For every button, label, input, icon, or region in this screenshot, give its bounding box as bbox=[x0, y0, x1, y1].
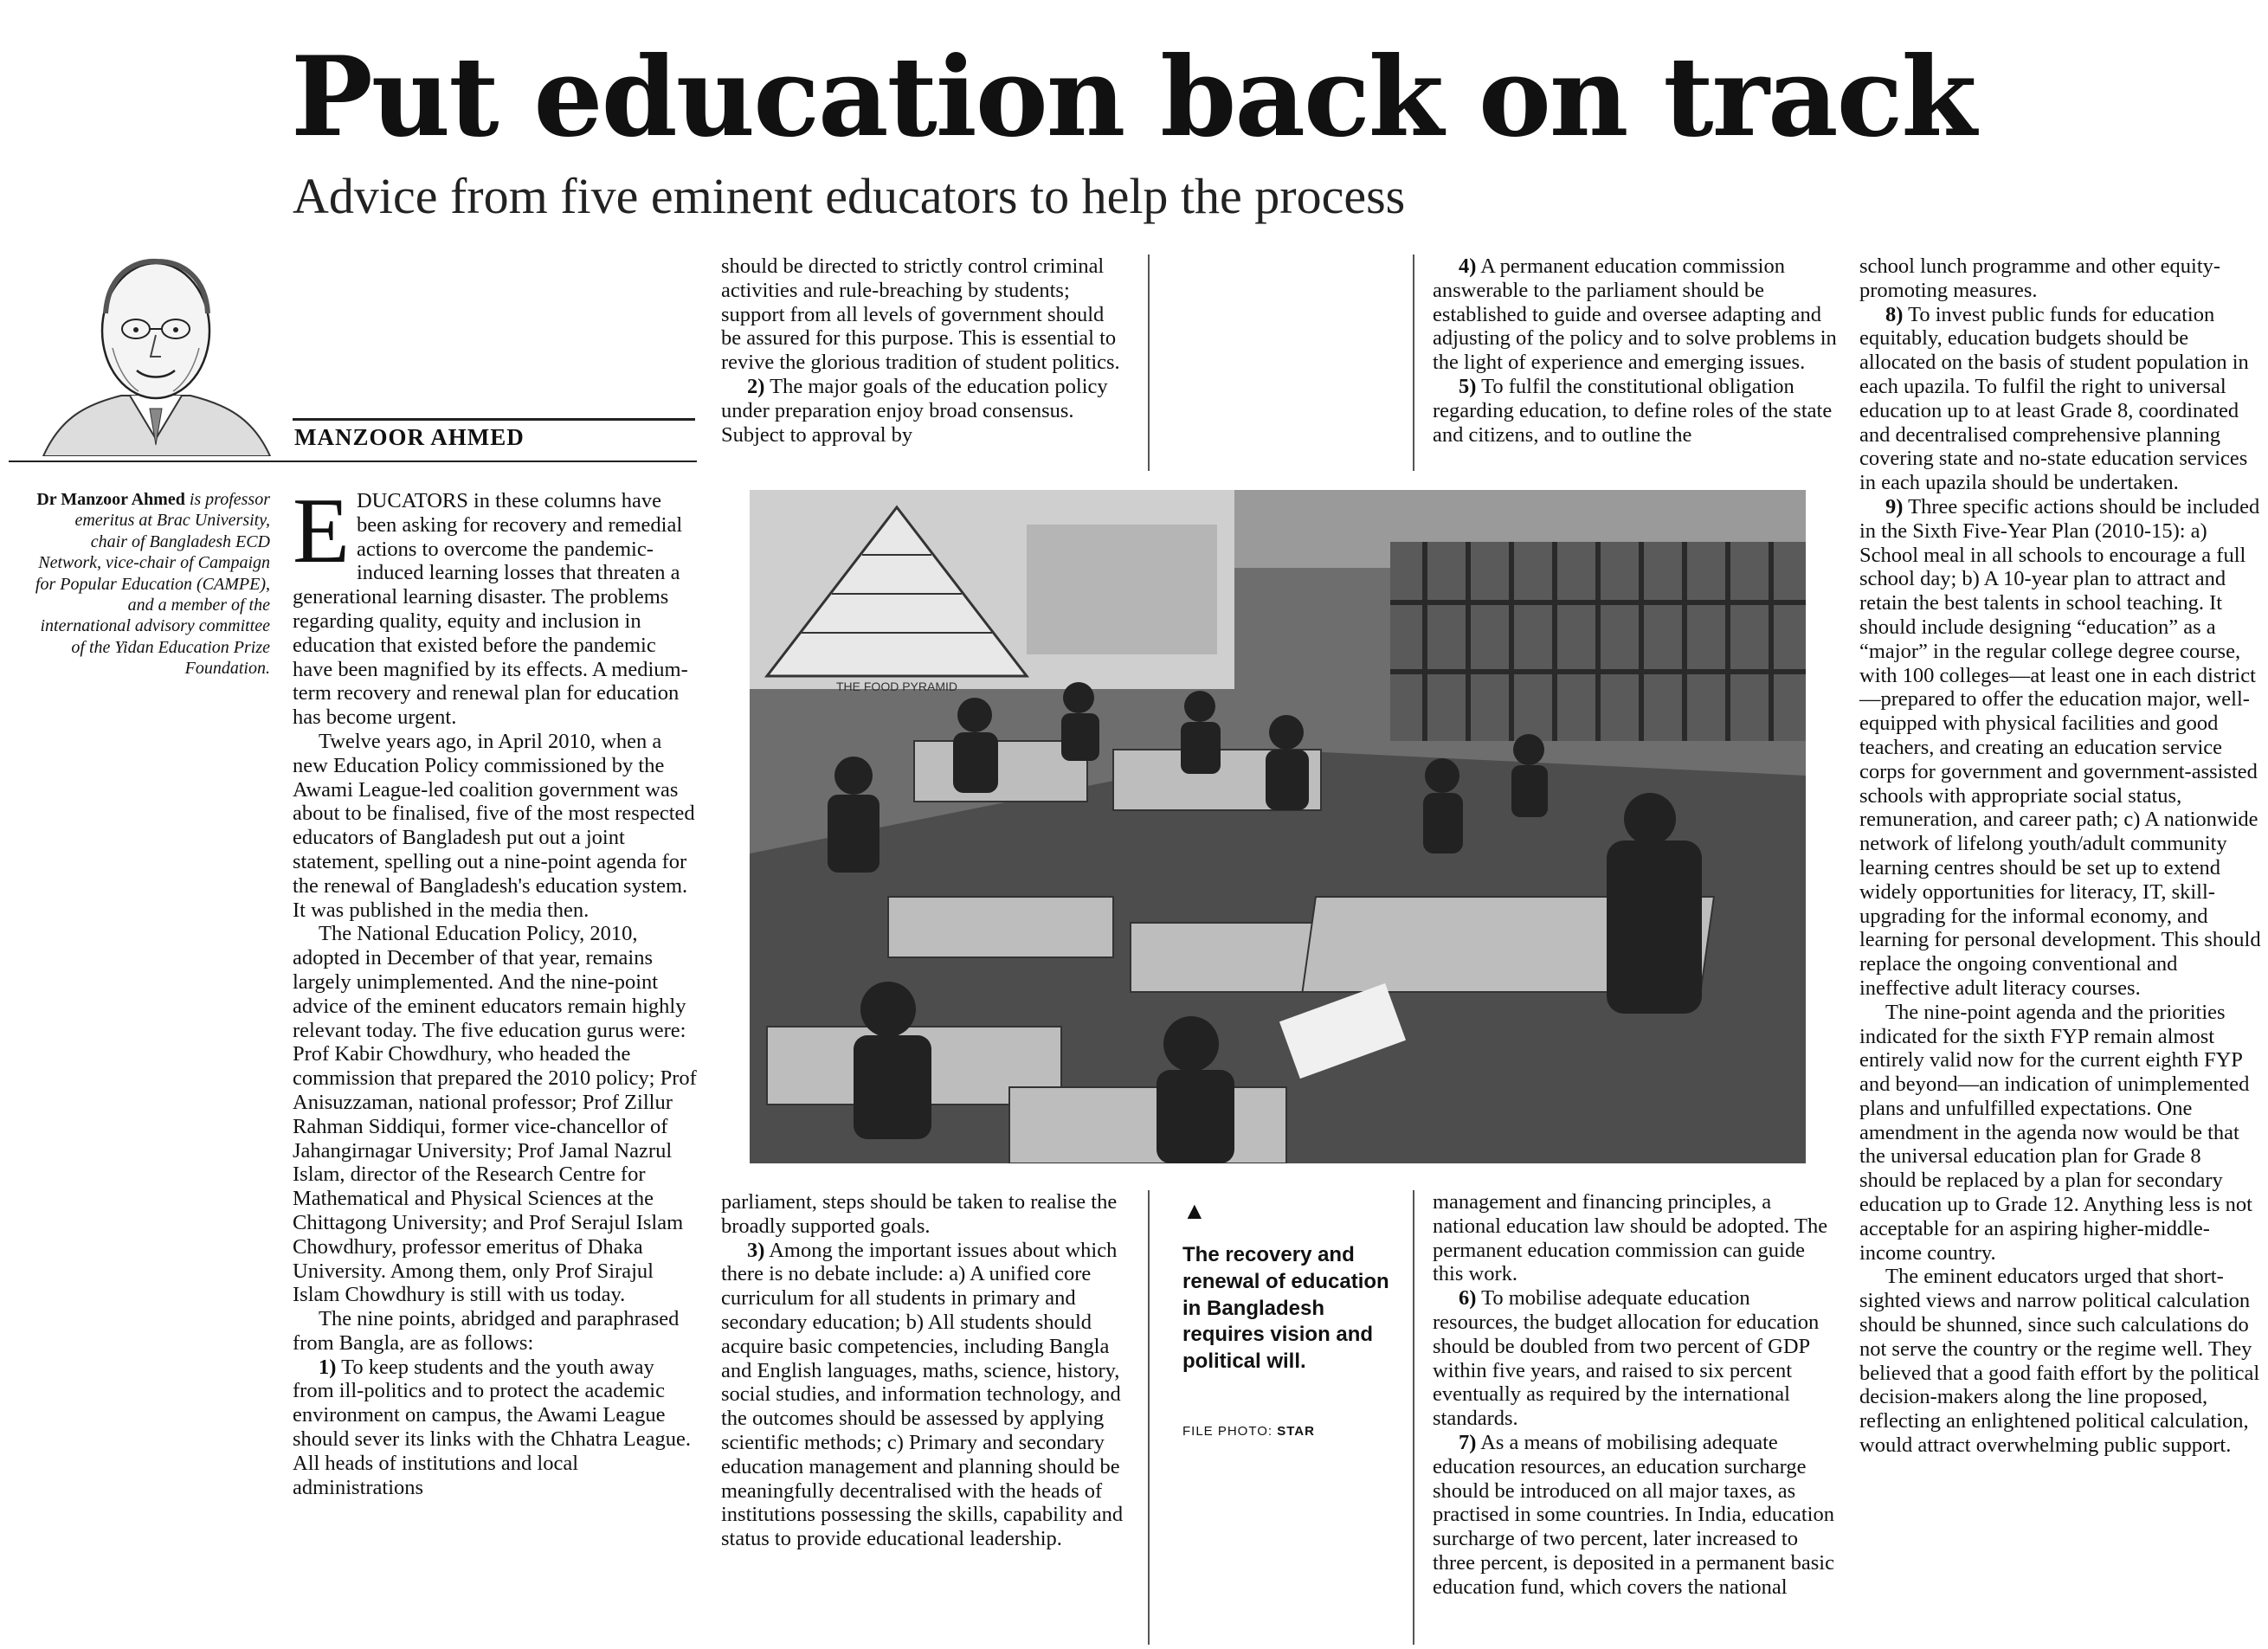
article-column-3-bottom bbox=[1433, 1190, 1840, 1600]
article-paragraph bbox=[293, 1356, 699, 1500]
point-number: 4) bbox=[1459, 254, 1477, 278]
photo-credit-label: FILE PHOTO: bbox=[1182, 1424, 1273, 1439]
article-column-3-top bbox=[1433, 254, 1840, 447]
article-paragraph: The nine points, abridged and paraphrased from Bangla, are as follows: bbox=[293, 1307, 680, 1355]
deck-subheadline: Advice from five eminent educators to help the process bbox=[293, 168, 1406, 224]
point-text: To fulfil the constitutional obligation regarding education, to define roles of the state and citizens, and to outline the bbox=[1433, 374, 1833, 447]
photo-caption: The recovery and renewal of education in Bangladesh requires vision and political will. bbox=[1182, 1243, 1389, 1374]
point-text: To invest public funds for education equitably, education budgets should be allocated on the basis of student population in each upazila. To fulfil the right to universal education up to at least Grade 8, coordinated and decentralised comprehensive planning covering state and no-state education services in each upazila should be undertaken. bbox=[1859, 302, 2249, 495]
point-text: As a means of mobilising adequate education resources, an education surcharge should be introduced on all major taxes, as practised in some countries. In India, education surcharge of two percent, later increased to three percent, is deposited in a permanent basic education fund, which covers the national bbox=[1433, 1430, 1834, 1599]
point-number: 6) bbox=[1459, 1286, 1477, 1311]
column-rule bbox=[1148, 1190, 1150, 1645]
article-paragraph: parliament, steps should be taken to realise the broadly supported goals. bbox=[721, 1190, 1118, 1238]
article-paragraph: The eminent educators urged that short-sighted views and narrow political calculation should be shunned, since such calculations do not serve the country or the regime well. They believed that a good faith effort by the political decision-makers along the line proposed, reflecting an enlightened political calculation, would attract overwhelming public support. bbox=[1859, 1265, 2260, 1458]
byline-rule bbox=[293, 418, 695, 421]
author-bio bbox=[35, 489, 270, 680]
caption-arrow-icon: ▲ bbox=[1182, 1198, 1207, 1225]
lede-text: DUCATORS in these columns have been asking for recovery and remedial actions to overcome the pandemic-induced learning losses that threaten a generational learning disaster. The problems regarding quality, equity and inclusion in education that existed before the pandemic have been magnified by its effects. A medium-term recovery and renewal plan for education has become urgent. bbox=[293, 489, 688, 730]
article-paragraph bbox=[721, 375, 1128, 447]
photo-credit-source: STAR bbox=[1277, 1424, 1315, 1439]
author-portrait bbox=[26, 244, 286, 456]
article-paragraph bbox=[1859, 495, 2262, 1001]
point-text: A permanent education commission answerable to the parliament should be established to guide and oversee adapting and adjusting of the policy and to solve problems in the light of experience and emerging issues. bbox=[1433, 254, 1837, 375]
point-number: 8) bbox=[1885, 302, 1904, 326]
article-lede bbox=[293, 480, 699, 730]
article-paragraph: management and financing principles, a national education law should be adopted. The permanent education commission can guide this work. bbox=[1433, 1190, 1828, 1286]
point-number: 3) bbox=[747, 1238, 765, 1262]
point-number: 9) bbox=[1885, 494, 1904, 519]
column-rule bbox=[1413, 254, 1414, 471]
photo-credit bbox=[1182, 1424, 1315, 1439]
article-column-2-top bbox=[721, 254, 1128, 447]
column-rule bbox=[1413, 1190, 1414, 1645]
article-paragraph: school lunch programme and other equity-promoting measures. bbox=[1859, 254, 2221, 302]
point-text: To keep students and the youth away from ill-politics and to protect the academic environment on campus, the Awami League should sever its links with the Chhatra League. All heads of institutions and local administrations bbox=[293, 1355, 691, 1499]
point-text: Among the important issues about which there is no debate include: a) A unified core curriculum for all students in primary and secondary education; b) All students should acquire basic competencies, including Bangla and English languages, maths, science, history, social studies, and information technology, and the outcomes should be assessed by applying scientific methods; c) Primary and secondary education management and planning should be meaningfully decentralised with the heads of institutions possessing the skills, capability and status to provide educational leadership. bbox=[721, 1238, 1124, 1551]
point-number: 1) bbox=[319, 1355, 337, 1379]
article-paragraph: Twelve years ago, in April 2010, when a new Education Policy commissioned by the Awami League-led coalition government was about to be finalised, five of the most respected educators of Bangladesh put out a joint statement, spelling out a nine-point agenda for the renewal of Bangladesh's education system. It was published in the media then. bbox=[293, 729, 695, 922]
article-column-1 bbox=[293, 480, 699, 1499]
article-column-4 bbox=[1859, 254, 2262, 1458]
article-paragraph bbox=[721, 1239, 1128, 1551]
article-paragraph: should be directed to strictly control criminal activities and rule-breaching by students; support from all levels of government should be assured for this purpose. This is essential to revive the glorious tradition of student politics. bbox=[721, 254, 1120, 375]
article-paragraph: The nine-point agenda and the priorities indicated for the sixth FYP remain almost entirely valid now for the current eighth FYP and beyond—an indication of unimplemented plans and unfulfilled expectations. One amendment in the agenda now would be that the universal education plan for Grade 8 should be replaced by a plan for secondary education up to Grade 12. Anything less is not acceptable for an aspiring higher-middle-income country. bbox=[1859, 1000, 2252, 1265]
article-paragraph bbox=[1433, 1286, 1840, 1431]
point-number: 7) bbox=[1459, 1430, 1477, 1454]
article-paragraph bbox=[1433, 254, 1840, 375]
point-number: 2) bbox=[747, 374, 765, 398]
point-text: To mobilise adequate education resources, the budget allocation for education should be doubled from two percent of GDP within five years, and raised to six percent eventually as required by the international standards. bbox=[1433, 1286, 1820, 1431]
article-column-2-bottom bbox=[721, 1190, 1128, 1551]
author-bio-name: Dr Manzoor Ahmed bbox=[36, 490, 185, 509]
classroom-photo-icon bbox=[750, 490, 1806, 1163]
classroom-photo bbox=[750, 490, 1806, 1163]
article-paragraph bbox=[1433, 375, 1840, 447]
point-number: 5) bbox=[1459, 374, 1477, 398]
article-paragraph bbox=[1859, 303, 2262, 495]
article-paragraph: The National Education Policy, 2010, adopted in December of that year, remains largely unimplemented. And the nine-point advice of the eminent educators remain highly relevant today. The five education gurus were: Prof Kabir Chowdhury, who headed the commission that prepared the 2010 policy; Prof Anisuzzaman, national professor; Prof Zillur Rahman Siddiqui, former vice-chancellor of Jahangirnagar University; Prof Jamal Nazrul Islam, director of the Research Centre for Mathematical and Physical Sciences at the Chittagong University; and Prof Serajul Islam Chowdhury, professor emeritus of Dhaka University. Among them, only Prof Sirajul Islam Chowdhury is still with us today. bbox=[293, 922, 697, 1307]
headline: Put education back on track bbox=[291, 33, 1975, 161]
author-sketch-icon bbox=[26, 244, 286, 456]
point-text: Three specific actions should be included in the Sixth Five-Year Plan (2010-15): a) School meal in all schools to encourage a full school day; b) A 10-year plan to attract and retain the best talents in school teaching. It should include designing “education” as a “major” in the regular college degree course, with 100 colleges—at least one in each district—prepared to offer the education major, well-equipped with physical facilities and good teachers, and creating an education service corps for government and government-assisted schools with appropriate social status, remuneration, and career path; c) A nationwide network of lifelong youth/adult community learning centres should be set up to extend widely opportunities for literacy, IT, skill-upgrading for the informal economy, and learning for personal development. This should replace the ongoing conventional and ineffective adult literacy courses. bbox=[1859, 494, 2261, 1000]
drop-cap: E bbox=[293, 480, 350, 583]
author-bio-text: is professor emeritus at Brac University, chair of Bangladesh ECD Network, vice-chair of Campaign for Popular Education (CAMPE), and a member of the international advisory committee of the Yidan Education Prize Foundation. bbox=[35, 490, 270, 679]
column-rule bbox=[1148, 254, 1150, 471]
point-text: The major goals of the education policy under preparation enjoy broad consensus. Subject to approval by bbox=[721, 374, 1108, 447]
byline: MANZOOR AHMED bbox=[294, 424, 525, 450]
byline-underline bbox=[9, 461, 697, 462]
article-paragraph bbox=[1433, 1431, 1840, 1600]
poster-text: THE FOOD PYRAMID bbox=[835, 680, 958, 693]
